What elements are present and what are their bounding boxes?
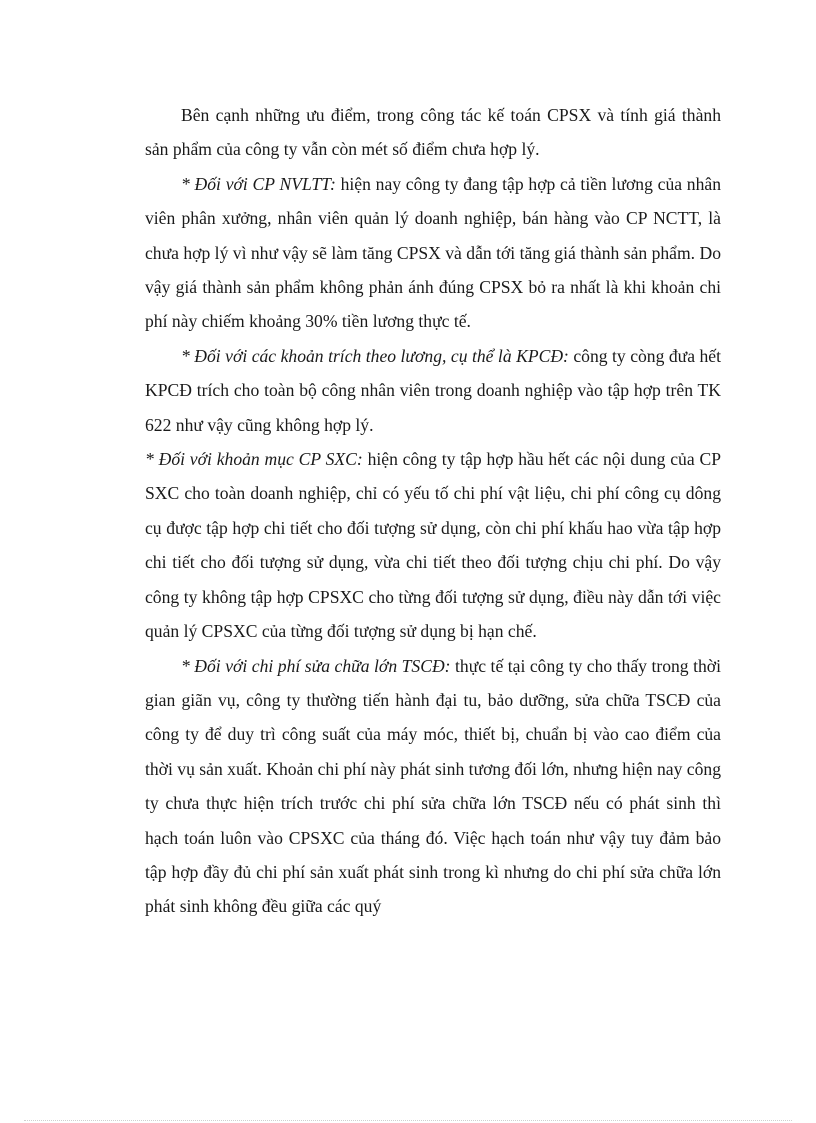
paragraph-text: công ty còng đưa hết KPCĐ trích cho toàn bộ công nhân viên trong doanh nghiệp vào tập hợp trên TK 622 như vậy cũng không hợp lý. <box>145 345 721 435</box>
paragraph-lead-heading: * Đối với khoản mục CP SXC: <box>145 449 363 470</box>
paragraph-intro <box>145 98 721 167</box>
paragraph-kpcd <box>145 339 721 442</box>
paragraph-text: Bên cạnh những ưu điểm, trong công tác kế toán CPSX và tính giá thành sản phẩm của công ty vẫn còn mét số điểm chưa hợp lý. <box>145 105 721 160</box>
paragraph-lead-heading: * Đối với các khoản trích theo lương, cụ thể là KPCĐ: <box>181 345 569 366</box>
paragraph-text: hiện nay công ty đang tập hợp cả tiền lương của nhân viên phân xưởng, nhân viên quản lý doanh nghiệp, bán hàng vào CP NCTT, là chưa hợp lý vì như vậy sẽ làm tăng CPSX và dẫn tới tăng giá thành sản phẩm. Do vậy giá thành sản phẩm không phản ánh đúng CPSX bỏ ra nhất là khi khoản chi phí này chiếm khoảng 30% tiền lương thực tế. <box>145 173 722 332</box>
paragraph-lead-heading: * Đối với CP NVLTT: <box>181 173 336 194</box>
paragraph-cp-nvltt <box>145 167 721 339</box>
body-text <box>145 98 721 924</box>
paragraph-lead-heading: * Đối với chi phí sửa chữa lớn TSCĐ: <box>181 655 451 676</box>
paragraph-cp-sxc <box>145 442 721 648</box>
paragraph-text: hiện công ty tập hợp hầu hết các nội dung của CP SXC cho toàn doanh nghiệp, chỉ có yếu tố chi phí vật liệu, chi phí công cụ dông cụ được tập hợp chi tiết cho đối tượng sử dụng, còn chi phí khấu hao vừa tập hợp chi tiết cho đối tượng sử dụng, vừa chi tiết theo đối tượng chịu chi phí. Do vậy công ty không tập hợp CPSXC cho từng đối tượng sử dụng, điều này dẫn tới việc quản lý CPSXC của từng đối tượng sử dụng bị hạn chế. <box>145 449 721 642</box>
paragraph-tscd <box>145 649 721 924</box>
page-bottom-divider <box>24 1120 792 1121</box>
paragraph-text: thực tế tại công ty cho thấy trong thời gian giãn vụ, công ty thường tiến hành đại tu, bảo dưỡng, sửa chữa TSCĐ của công ty để duy trì công suất của máy móc, thiết bị, chuẩn bị vào cao điểm của thời vụ sản xuất. Khoản chi phí này phát sinh tương đối lớn, nhưng hiện nay công ty chưa thực hiện trích trước chi phí sửa chữa lớn TSCĐ nếu có phát sinh thì hạch toán luôn vào CPSXC của tháng đó. Việc hạch toán như vậy tuy đảm bảo tập hợp đầy đủ chi phí sản xuất phát sinh trong kì nhưng do chi phí sửa chữa lớn phát sinh không đều giữa các quý <box>145 655 721 917</box>
